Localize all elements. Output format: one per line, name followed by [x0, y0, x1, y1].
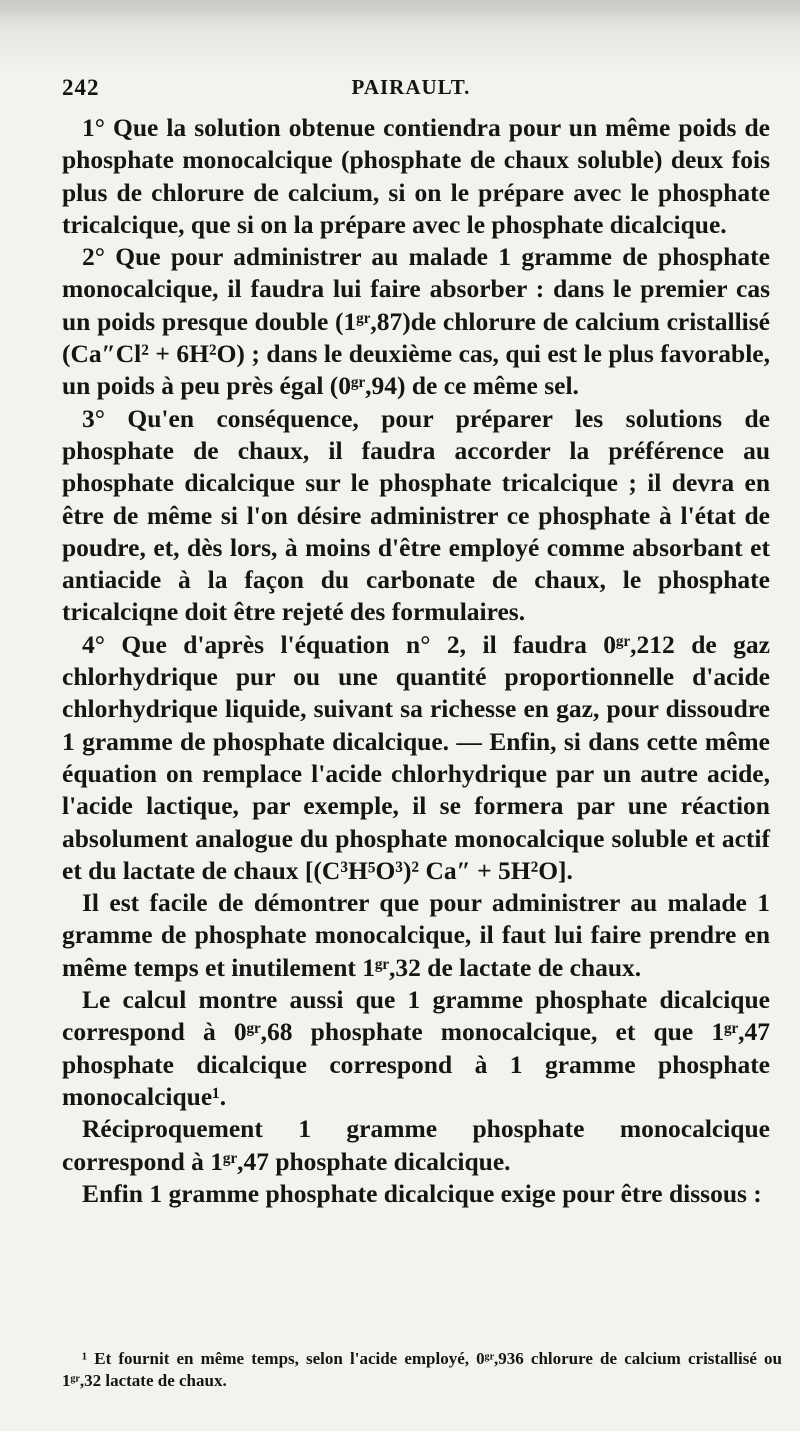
paragraph-2: 2° Que pour administrer au malade 1 gramme de phosphate monocalcique, il faudra lui faire absorber : dans le premier cas un poids presque double (1ᵍʳ,87)de chlorure de calcium cristallisé (Ca″Cl² + 6H²O) ; dans le deuxième cas, qui est le plus favorable, un poids à peu près égal (0ᵍʳ,94) de ce même sel. — [62, 242, 770, 401]
page-number: 242 — [62, 75, 100, 100]
paragraph-8: Enfin 1 gramme phosphate dicalcique exige pour être dissous : — [82, 1178, 762, 1208]
paragraph-6: Le calcul montre aussi que 1 gramme phosphate dicalcique correspond à 0ᵍʳ,68 phosphate monocalcique, et que 1ᵍʳ,47 phosphate dicalcique correspond à 1 gramme phosphate monocalcique¹. — [62, 985, 770, 1111]
page-header — [62, 75, 760, 105]
footnote-text: ¹ Et fournit en même temps, selon l'acide employé, 0ᵍʳ,936 chlorure de calcium cristallisé ou 1ᵍʳ,32 lactate de chaux. — [62, 1349, 782, 1390]
paragraph-1: 1° Que la solution obtenue contiendra pour un même poids de phosphate monocalcique (phosphate de chaux soluble) deux fois plus de chlorure de calcium, si on le prépare avec le phosphate tricalcique, que si on la prépare avec le phosphate dicalcique. — [62, 113, 770, 239]
body-text — [62, 112, 770, 1210]
paragraph-3: 3° Qu'en conséquence, pour préparer les solutions de phosphate de chaux, il faudra accorder la préférence au phosphate dicalcique sur le phosphate tricalcique ; il devra en être de même si l'on désire administrer ce phosphate à l'état de poudre, et, dès lors, à moins d'être employé comme absorbant et antiacide à la façon du carbonate de chaux, le phosphate tricalciqne doit être rejeté des formulaires. — [62, 403, 770, 627]
paragraph-5: Il est facile de démontrer que pour administrer au malade 1 gramme de phosphate monocalcique, il faut lui faire prendre en même temps et inutilement 1ᵍʳ,32 de lactate de chaux. — [62, 888, 770, 982]
running-title: PAIRAULT. — [351, 75, 471, 99]
footnote — [62, 1348, 782, 1392]
paragraph-7: Réciproquement 1 gramme phosphate monocalcique correspond à 1ᵍʳ,47 phosphate dicalcique. — [62, 1114, 770, 1176]
paragraph-4: 4° Que d'après l'équation n° 2, il faudra 0ᵍʳ,212 de gaz chlorhydrique pur ou une quantité proportionnelle d'acide chlorhydrique liquide, suivant sa richesse en gaz, pour dissoudre 1 gramme de phosphate dicalcique. — Enfin, si dans cette même équation on remplace l'acide chlorhydrique par un autre acide, l'acide lactique, par exemple, il se formera par une réaction absolument analogue du phosphate monocalcique soluble et actif et du lactate de chaux [(C³H⁵O³)² Ca″ + 5H²O]. — [62, 629, 770, 885]
